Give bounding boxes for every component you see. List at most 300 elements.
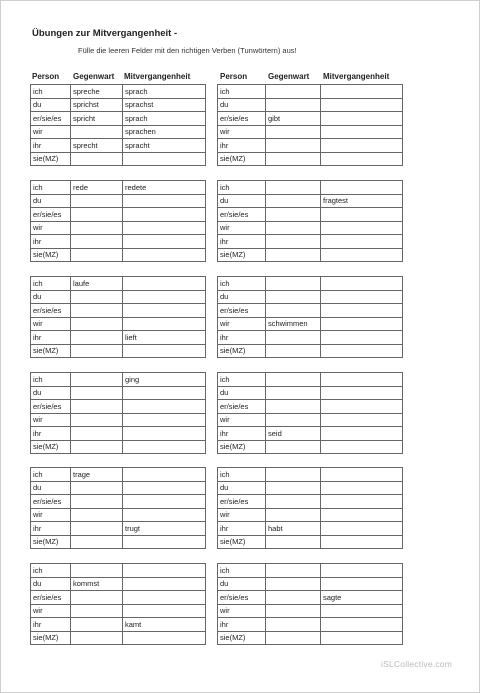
- present-tense-cell[interactable]: kommst: [71, 577, 123, 591]
- person-cell: ihr: [31, 331, 71, 345]
- present-tense-cell[interactable]: [266, 618, 321, 632]
- present-tense-cell[interactable]: [266, 194, 321, 208]
- present-tense-cell[interactable]: spricht: [71, 112, 123, 126]
- present-tense-cell[interactable]: [71, 344, 123, 358]
- past-tense-cell[interactable]: [321, 564, 403, 578]
- table-row: [31, 344, 206, 358]
- present-tense-cell[interactable]: [71, 440, 123, 454]
- person-cell: du: [31, 290, 71, 304]
- table-row: [218, 85, 403, 99]
- person-cell: du: [218, 290, 266, 304]
- past-tense-cell[interactable]: [123, 400, 206, 414]
- present-tense-cell[interactable]: [71, 427, 123, 441]
- person-cell: er/sie/es: [218, 112, 266, 126]
- table-row: [31, 386, 206, 400]
- past-tense-cell[interactable]: sprachen: [123, 125, 206, 139]
- verb-table: [217, 467, 403, 549]
- person-cell: wir: [31, 508, 71, 522]
- person-cell: ihr: [218, 618, 266, 632]
- person-cell: wir: [31, 221, 71, 235]
- past-tense-cell[interactable]: [321, 373, 403, 387]
- table-row: [31, 125, 206, 139]
- present-tense-cell[interactable]: [266, 495, 321, 509]
- person-cell: ihr: [218, 139, 266, 153]
- present-tense-cell[interactable]: [71, 290, 123, 304]
- table-row: [31, 495, 206, 509]
- table-row: [31, 317, 206, 331]
- past-tense-cell[interactable]: [321, 508, 403, 522]
- table-row: [31, 577, 206, 591]
- verb-table: [30, 84, 206, 166]
- present-tense-cell[interactable]: [71, 604, 123, 618]
- table-row: [218, 427, 403, 441]
- past-tense-cell[interactable]: [321, 317, 403, 331]
- person-cell: sie(MZ): [31, 535, 71, 549]
- past-tense-cell[interactable]: [321, 85, 403, 99]
- present-tense-cell[interactable]: [266, 98, 321, 112]
- past-tense-cell[interactable]: [321, 290, 403, 304]
- table-row: [218, 591, 403, 605]
- past-tense-cell[interactable]: [321, 481, 403, 495]
- past-tense-cell[interactable]: [123, 344, 206, 358]
- table-row: [218, 618, 403, 632]
- present-tense-cell[interactable]: [71, 564, 123, 578]
- past-tense-cell[interactable]: sagte: [321, 591, 403, 605]
- table-row: [31, 290, 206, 304]
- person-cell: ich: [31, 277, 71, 291]
- person-cell: er/sie/es: [31, 208, 71, 222]
- table-row: [218, 522, 403, 536]
- past-tense-cell[interactable]: [123, 591, 206, 605]
- table-row: [218, 248, 403, 262]
- person-cell: ich: [218, 373, 266, 387]
- past-tense-cell[interactable]: [123, 468, 206, 482]
- past-tense-cell[interactable]: [321, 577, 403, 591]
- table-row: [218, 221, 403, 235]
- past-tense-cell[interactable]: [123, 631, 206, 645]
- present-tense-cell[interactable]: [266, 152, 321, 166]
- past-tense-cell[interactable]: [321, 386, 403, 400]
- table-row: [218, 413, 403, 427]
- person-cell: ich: [218, 277, 266, 291]
- person-cell: wir: [31, 413, 71, 427]
- person-cell: du: [218, 386, 266, 400]
- table-row: [218, 440, 403, 454]
- watermark: iSLCollective.com: [381, 659, 452, 669]
- person-cell: du: [218, 98, 266, 112]
- past-tense-cell[interactable]: [321, 235, 403, 249]
- present-tense-cell[interactable]: [266, 208, 321, 222]
- past-tense-cell[interactable]: [321, 427, 403, 441]
- person-cell: ihr: [218, 522, 266, 536]
- past-tense-cell[interactable]: [321, 631, 403, 645]
- person-cell: ihr: [218, 331, 266, 345]
- past-tense-cell[interactable]: [321, 112, 403, 126]
- table-row: [218, 386, 403, 400]
- person-cell: er/sie/es: [218, 495, 266, 509]
- past-tense-cell[interactable]: lieft: [123, 331, 206, 345]
- table-row: [218, 508, 403, 522]
- present-tense-cell[interactable]: [71, 194, 123, 208]
- present-tense-cell[interactable]: [266, 481, 321, 495]
- table-row: [218, 317, 403, 331]
- present-tense-cell[interactable]: [71, 591, 123, 605]
- person-cell: sie(MZ): [31, 344, 71, 358]
- past-tense-cell[interactable]: [321, 152, 403, 166]
- present-tense-cell[interactable]: [71, 373, 123, 387]
- past-tense-cell[interactable]: [123, 235, 206, 249]
- table-row: [31, 277, 206, 291]
- past-tense-cell[interactable]: [123, 577, 206, 591]
- present-tense-cell[interactable]: [71, 248, 123, 262]
- past-tense-cell[interactable]: [123, 208, 206, 222]
- past-tense-cell[interactable]: [321, 139, 403, 153]
- past-tense-cell[interactable]: [321, 221, 403, 235]
- table-row: [31, 85, 206, 99]
- person-cell: er/sie/es: [31, 591, 71, 605]
- present-tense-cell[interactable]: [71, 508, 123, 522]
- person-cell: ich: [31, 373, 71, 387]
- person-cell: ich: [218, 564, 266, 578]
- past-tense-cell[interactable]: [123, 564, 206, 578]
- verb-table: [217, 180, 403, 262]
- verb-table: [30, 563, 206, 645]
- present-tense-cell[interactable]: [71, 235, 123, 249]
- header-person-right: Person: [220, 72, 248, 81]
- person-cell: sie(MZ): [218, 440, 266, 454]
- present-tense-cell[interactable]: schwimmen: [266, 317, 321, 331]
- header-past-left: Mitvergangenheit: [124, 72, 191, 81]
- table-row: [31, 631, 206, 645]
- person-cell: sie(MZ): [218, 535, 266, 549]
- past-tense-cell[interactable]: [321, 618, 403, 632]
- past-tense-cell[interactable]: [123, 221, 206, 235]
- table-row: [218, 495, 403, 509]
- past-tense-cell[interactable]: spracht: [123, 139, 206, 153]
- person-cell: ich: [31, 564, 71, 578]
- present-tense-cell[interactable]: [266, 344, 321, 358]
- table-row: [218, 481, 403, 495]
- verb-table: [217, 372, 403, 454]
- person-cell: er/sie/es: [31, 304, 71, 318]
- table-row: [218, 344, 403, 358]
- table-row: [31, 235, 206, 249]
- person-cell: ich: [31, 468, 71, 482]
- person-cell: wir: [218, 508, 266, 522]
- present-tense-cell[interactable]: laufe: [71, 277, 123, 291]
- past-tense-cell[interactable]: [123, 290, 206, 304]
- present-tense-cell[interactable]: [266, 125, 321, 139]
- present-tense-cell[interactable]: [71, 152, 123, 166]
- past-tense-cell[interactable]: trugt: [123, 522, 206, 536]
- table-row: [31, 194, 206, 208]
- past-tense-cell[interactable]: [123, 440, 206, 454]
- person-cell: ihr: [31, 235, 71, 249]
- past-tense-cell[interactable]: [123, 604, 206, 618]
- table-row: [218, 98, 403, 112]
- table-row: [31, 522, 206, 536]
- table-row: [218, 181, 403, 195]
- past-tense-cell[interactable]: [123, 508, 206, 522]
- table-row: [218, 468, 403, 482]
- past-tense-cell[interactable]: [123, 194, 206, 208]
- present-tense-cell[interactable]: [71, 304, 123, 318]
- verb-table: [217, 84, 403, 166]
- present-tense-cell[interactable]: [266, 248, 321, 262]
- verb-table: [217, 563, 403, 645]
- past-tense-cell[interactable]: [123, 386, 206, 400]
- person-cell: du: [31, 577, 71, 591]
- present-tense-cell[interactable]: [266, 221, 321, 235]
- table-row: [31, 152, 206, 166]
- past-tense-cell[interactable]: [123, 413, 206, 427]
- table-row: [218, 194, 403, 208]
- present-tense-cell[interactable]: [266, 400, 321, 414]
- past-tense-cell[interactable]: [321, 208, 403, 222]
- table-row: [218, 139, 403, 153]
- past-tense-cell[interactable]: [123, 535, 206, 549]
- person-cell: er/sie/es: [31, 400, 71, 414]
- present-tense-cell[interactable]: [266, 604, 321, 618]
- present-tense-cell[interactable]: [266, 386, 321, 400]
- person-cell: du: [218, 194, 266, 208]
- table-row: [218, 125, 403, 139]
- person-cell: du: [218, 481, 266, 495]
- person-cell: du: [31, 481, 71, 495]
- table-row: [31, 304, 206, 318]
- past-tense-cell[interactable]: [321, 604, 403, 618]
- table-row: [218, 290, 403, 304]
- person-cell: ich: [31, 181, 71, 195]
- table-row: [31, 181, 206, 195]
- table-row: [218, 208, 403, 222]
- table-row: [218, 604, 403, 618]
- present-tense-cell[interactable]: sprecht: [71, 139, 123, 153]
- table-row: [31, 508, 206, 522]
- past-tense-cell[interactable]: ging: [123, 373, 206, 387]
- verb-table: [30, 180, 206, 262]
- table-row: [31, 535, 206, 549]
- past-tense-cell[interactable]: [321, 535, 403, 549]
- table-row: [31, 468, 206, 482]
- present-tense-cell[interactable]: seid: [266, 427, 321, 441]
- present-tense-cell[interactable]: [266, 373, 321, 387]
- present-tense-cell[interactable]: rede: [71, 181, 123, 195]
- present-tense-cell[interactable]: [71, 495, 123, 509]
- person-cell: sie(MZ): [218, 152, 266, 166]
- present-tense-cell[interactable]: gibt: [266, 112, 321, 126]
- person-cell: wir: [218, 604, 266, 618]
- person-cell: wir: [218, 413, 266, 427]
- past-tense-cell[interactable]: [321, 344, 403, 358]
- past-tense-cell[interactable]: [321, 98, 403, 112]
- present-tense-cell[interactable]: [71, 631, 123, 645]
- past-tense-cell[interactable]: [321, 495, 403, 509]
- present-tense-cell[interactable]: [71, 400, 123, 414]
- present-tense-cell[interactable]: [71, 481, 123, 495]
- present-tense-cell[interactable]: [266, 508, 321, 522]
- present-tense-cell[interactable]: [71, 413, 123, 427]
- present-tense-cell[interactable]: [266, 535, 321, 549]
- past-tense-cell[interactable]: [321, 468, 403, 482]
- present-tense-cell[interactable]: spreche: [71, 85, 123, 99]
- person-cell: ihr: [31, 522, 71, 536]
- present-tense-cell[interactable]: [71, 386, 123, 400]
- person-cell: du: [31, 98, 71, 112]
- present-tense-cell[interactable]: [266, 631, 321, 645]
- present-tense-cell[interactable]: trage: [71, 468, 123, 482]
- past-tense-cell[interactable]: [321, 277, 403, 291]
- table-row: [31, 604, 206, 618]
- person-cell: wir: [218, 221, 266, 235]
- person-cell: ihr: [31, 427, 71, 441]
- present-tense-cell[interactable]: sprichst: [71, 98, 123, 112]
- person-cell: ihr: [31, 618, 71, 632]
- present-tense-cell[interactable]: habt: [266, 522, 321, 536]
- past-tense-cell[interactable]: kamt: [123, 618, 206, 632]
- present-tense-cell[interactable]: [71, 125, 123, 139]
- past-tense-cell[interactable]: sprach: [123, 85, 206, 99]
- past-tense-cell[interactable]: [123, 248, 206, 262]
- past-tense-cell[interactable]: redete: [123, 181, 206, 195]
- present-tense-cell[interactable]: [71, 522, 123, 536]
- table-row: [218, 112, 403, 126]
- table-row: [31, 440, 206, 454]
- present-tense-cell[interactable]: [266, 181, 321, 195]
- table-row: [31, 98, 206, 112]
- person-cell: ihr: [218, 427, 266, 441]
- past-tense-cell[interactable]: [321, 331, 403, 345]
- present-tense-cell[interactable]: [71, 317, 123, 331]
- past-tense-cell[interactable]: sprachst: [123, 98, 206, 112]
- past-tense-cell[interactable]: [123, 481, 206, 495]
- person-cell: wir: [218, 125, 266, 139]
- table-row: [31, 400, 206, 414]
- present-tense-cell[interactable]: [71, 221, 123, 235]
- table-row: [218, 152, 403, 166]
- person-cell: wir: [31, 125, 71, 139]
- person-cell: ihr: [31, 139, 71, 153]
- past-tense-cell[interactable]: [321, 181, 403, 195]
- table-row: [31, 564, 206, 578]
- past-tense-cell[interactable]: [123, 304, 206, 318]
- table-row: [31, 427, 206, 441]
- person-cell: er/sie/es: [218, 591, 266, 605]
- present-tense-cell[interactable]: [266, 413, 321, 427]
- table-row: [31, 481, 206, 495]
- past-tense-cell[interactable]: [321, 440, 403, 454]
- table-row: [31, 221, 206, 235]
- header-person-left: Person: [32, 72, 60, 81]
- table-row: [31, 591, 206, 605]
- worksheet-instruction: Fülle die leeren Felder mit den richtigen Verben (Tunwörtern) aus!: [78, 46, 297, 55]
- table-row: [31, 413, 206, 427]
- header-past-right: Mitvergangenheit: [323, 72, 390, 81]
- person-cell: ich: [218, 468, 266, 482]
- person-cell: er/sie/es: [218, 304, 266, 318]
- table-row: [218, 331, 403, 345]
- person-cell: sie(MZ): [31, 152, 71, 166]
- past-tense-cell[interactable]: [123, 495, 206, 509]
- person-cell: ihr: [218, 235, 266, 249]
- past-tense-cell[interactable]: [123, 427, 206, 441]
- person-cell: er/sie/es: [31, 495, 71, 509]
- table-row: [31, 618, 206, 632]
- person-cell: ich: [31, 85, 71, 99]
- present-tense-cell[interactable]: [266, 290, 321, 304]
- person-cell: sie(MZ): [218, 248, 266, 262]
- person-cell: sie(MZ): [31, 631, 71, 645]
- present-tense-cell[interactable]: [71, 208, 123, 222]
- verb-table: [30, 372, 206, 454]
- table-row: [218, 373, 403, 387]
- person-cell: er/sie/es: [218, 400, 266, 414]
- past-tense-cell[interactable]: sprach: [123, 112, 206, 126]
- present-tense-cell[interactable]: [266, 577, 321, 591]
- present-tense-cell[interactable]: [266, 564, 321, 578]
- present-tense-cell[interactable]: [266, 331, 321, 345]
- person-cell: er/sie/es: [31, 112, 71, 126]
- person-cell: sie(MZ): [218, 631, 266, 645]
- present-tense-cell[interactable]: [266, 139, 321, 153]
- verb-table: [217, 276, 403, 358]
- past-tense-cell[interactable]: [321, 400, 403, 414]
- past-tense-cell[interactable]: fragtest: [321, 194, 403, 208]
- past-tense-cell[interactable]: [321, 522, 403, 536]
- header-present-left: Gegenwart: [73, 72, 115, 81]
- header-present-right: Gegenwart: [268, 72, 310, 81]
- present-tense-cell[interactable]: [266, 304, 321, 318]
- table-row: [31, 208, 206, 222]
- verb-table: [30, 467, 206, 549]
- person-cell: er/sie/es: [218, 208, 266, 222]
- table-row: [218, 304, 403, 318]
- table-row: [218, 235, 403, 249]
- table-row: [218, 631, 403, 645]
- past-tense-cell[interactable]: [321, 304, 403, 318]
- person-cell: sie(MZ): [31, 248, 71, 262]
- person-cell: wir: [218, 317, 266, 331]
- worksheet-title: Übungen zur Mitvergangenheit -: [32, 28, 178, 39]
- table-row: [31, 331, 206, 345]
- present-tense-cell[interactable]: [266, 277, 321, 291]
- present-tense-cell[interactable]: [266, 235, 321, 249]
- past-tense-cell[interactable]: [123, 317, 206, 331]
- past-tense-cell[interactable]: [321, 413, 403, 427]
- past-tense-cell[interactable]: [321, 125, 403, 139]
- present-tense-cell[interactable]: [266, 85, 321, 99]
- verb-table: [30, 276, 206, 358]
- present-tense-cell[interactable]: [71, 331, 123, 345]
- table-row: [218, 535, 403, 549]
- table-row: [31, 248, 206, 262]
- present-tense-cell[interactable]: [266, 440, 321, 454]
- present-tense-cell[interactable]: [71, 618, 123, 632]
- person-cell: ich: [218, 85, 266, 99]
- person-cell: wir: [31, 604, 71, 618]
- present-tense-cell[interactable]: [266, 591, 321, 605]
- table-row: [218, 564, 403, 578]
- past-tense-cell[interactable]: [321, 248, 403, 262]
- person-cell: sie(MZ): [31, 440, 71, 454]
- past-tense-cell[interactable]: [123, 277, 206, 291]
- table-row: [31, 139, 206, 153]
- table-row: [31, 373, 206, 387]
- present-tense-cell[interactable]: [71, 535, 123, 549]
- past-tense-cell[interactable]: [123, 152, 206, 166]
- present-tense-cell[interactable]: [266, 468, 321, 482]
- table-row: [218, 577, 403, 591]
